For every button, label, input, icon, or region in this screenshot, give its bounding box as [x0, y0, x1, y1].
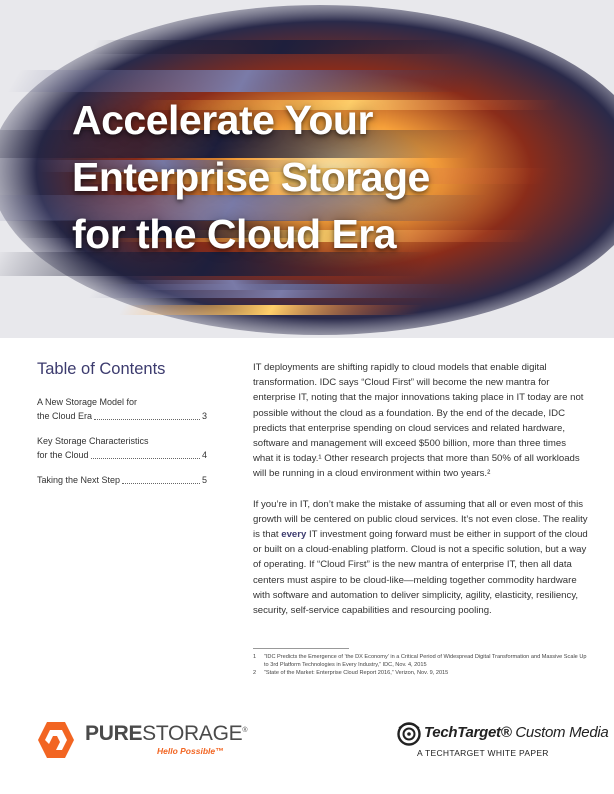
- title-line: for the Cloud Era: [72, 211, 397, 257]
- title-line: Accelerate Your: [72, 97, 373, 143]
- footnote-number: 2: [253, 670, 257, 676]
- footnote-text: “State of the Market: Enterprise Cloud Report 2016,” Verizon, Nov. 9, 2015: [264, 670, 449, 676]
- wordmark-bold: PURE: [85, 722, 143, 745]
- pure-storage-logo-icon: [36, 720, 76, 760]
- footnote-text: “IDC Predicts the Emergence of ‘the DX Economy’ in a Critical Period of Widespread Digital Transformation and Massive Scale Up to 3rd Platform Technologies in Every Industry,” IDC, Nov. 4, 2015: [264, 654, 587, 668]
- pure-storage-tagline: Hello Possible™: [157, 746, 224, 756]
- toc-entry-line: Key Storage Characteristics: [37, 436, 149, 446]
- paragraph: [253, 497, 588, 619]
- document-title: [72, 92, 612, 263]
- toc-leader-dots: [94, 419, 200, 420]
- toc-page-number: 5: [201, 475, 207, 485]
- wordmark-light: STORAGE: [142, 722, 243, 745]
- paragraph-text: IT investment going forward must be either in support of the cloud or built on a cloud-enabling platform. Cloud is not a specific solution, but a way of operating. If “Cloud First” is the new mantra of enterprise IT, then all data centers must aspire to be cloud-like—melding together commodity hardware with software and automation to deliver simplicity, agility, elasticity, resiliency, security, self-service capabilities and resourcing pooling.: [253, 529, 588, 617]
- white-paper-label: A TECHTARGET WHITE PAPER: [417, 748, 549, 758]
- title-line: Enterprise Storage: [72, 154, 430, 200]
- hero-banner: [0, 0, 614, 338]
- footnote: [253, 653, 588, 669]
- techtarget-name: TechTarget®: [424, 724, 512, 741]
- toc-entry[interactable]: [37, 473, 207, 487]
- footnote: [253, 669, 588, 677]
- emphasized-word: every: [281, 529, 307, 541]
- footnotes: [253, 653, 588, 677]
- table-of-contents: [37, 360, 207, 498]
- toc-leader-dots: [122, 483, 200, 484]
- footnote-number: 1: [253, 654, 257, 660]
- toc-entry-line: A New Storage Model for: [37, 397, 138, 407]
- toc-entry-title: Taking the Next Step: [37, 475, 121, 485]
- toc-entry[interactable]: [37, 395, 207, 423]
- toc-heading: Table of Contents: [37, 360, 166, 378]
- toc-page-number: 4: [201, 450, 207, 460]
- toc-entry[interactable]: [37, 434, 207, 462]
- footnote-divider: [253, 648, 349, 649]
- toc-page-number: 3: [201, 411, 207, 421]
- techtarget-logo-icon: [397, 722, 421, 746]
- toc-leader-dots: [91, 458, 200, 459]
- toc-entry-title: for the Cloud: [37, 450, 89, 460]
- paragraph: IT deployments are shifting rapidly to cloud models that enable digital transformation. IDC says “Cloud First” will become the new mantra for enterprise IT, noting that the major innovations taking place in IT today are not possible without the cloud as a foundation. By the end of the decade, IDC predicts that enterprise spending on cloud services and related hardware, software and management will exceed $500 billion, more than three times what it is today.¹ Other research projects that more than 50% of all workloads will be running in a cloud environment within two years.²: [253, 362, 584, 480]
- paragraph-text: If you’re in IT, don’t make the mistake of assuming that all or even most of this growth will be centered on public cloud services. It’s not even close. The reality is that: [253, 498, 588, 541]
- techtarget-wordmark: [424, 724, 608, 741]
- body-text: [253, 360, 588, 633]
- techtarget-custom-media: Custom Media: [511, 724, 609, 741]
- registered-mark: ®: [242, 727, 248, 734]
- pure-storage-wordmark: [85, 722, 247, 746]
- toc-entry-title: the Cloud Era: [37, 411, 93, 421]
